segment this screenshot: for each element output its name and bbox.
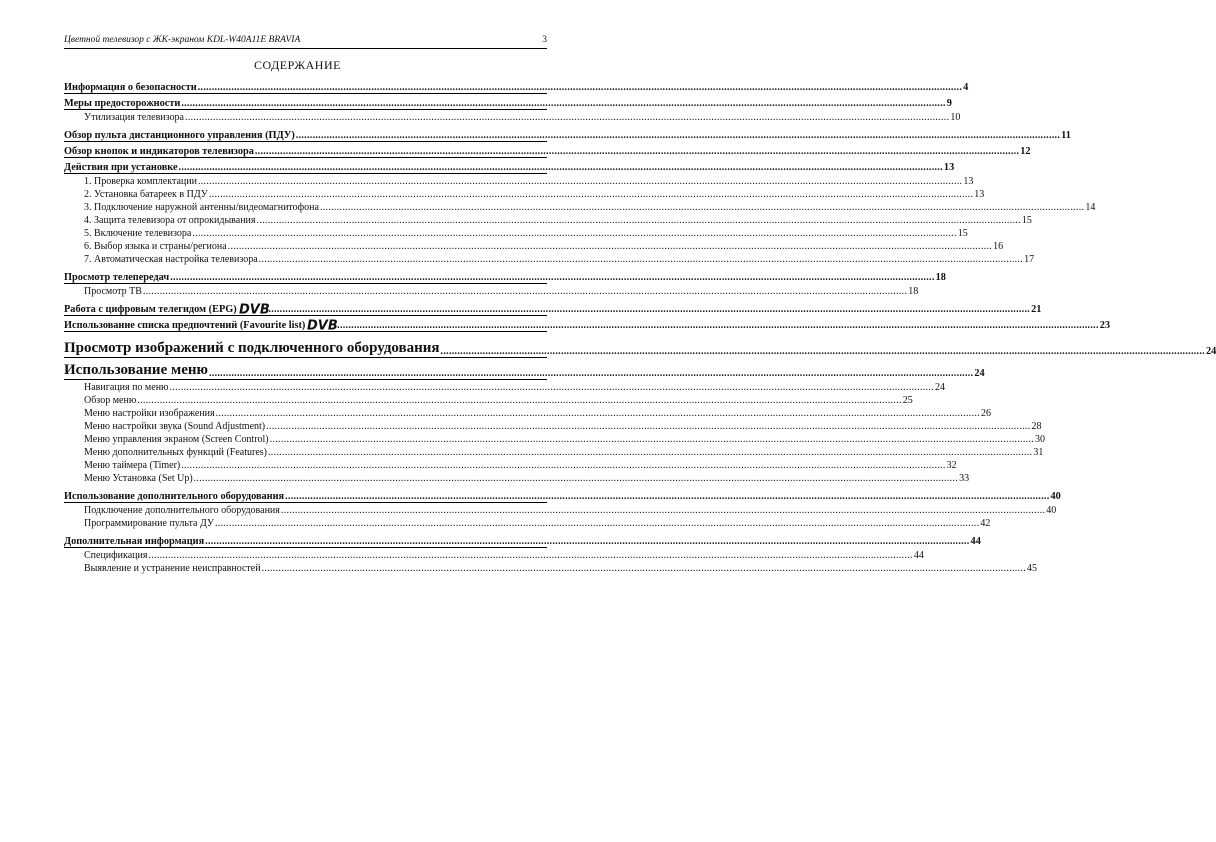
toc-entry-additional-info[interactable] xyxy=(64,532,981,548)
toc-entry-page: 18 xyxy=(935,272,946,283)
toc-entry-page: 12 xyxy=(1020,146,1031,157)
toc-entry-troubleshooting[interactable] xyxy=(64,561,1037,574)
toc-entry-sound-menu[interactable] xyxy=(64,419,1042,432)
toc-entry-page: 42 xyxy=(980,518,991,529)
toc-entry-page: 31 xyxy=(1033,447,1044,458)
toc-entry-install-step-6[interactable] xyxy=(64,239,1004,252)
toc-entry-remote-overview[interactable] xyxy=(64,126,1071,142)
toc-entry-title: Обзор пульта дистанционного управления (ПДУ) xyxy=(64,130,295,141)
toc-entry-features-menu[interactable] xyxy=(64,445,1044,458)
toc-entry-page: 15 xyxy=(957,228,968,239)
toc-entry-installation[interactable] xyxy=(64,158,955,174)
toc-entry-using-menu[interactable] xyxy=(64,358,985,380)
toc-entry-page: 28 xyxy=(1031,421,1042,432)
toc-entry-page: 24 xyxy=(974,368,985,379)
toc-entry-page: 10 xyxy=(950,112,961,123)
toc-entry-title: Меню управления экраном (Screen Control) xyxy=(84,434,269,445)
toc-entry-title: 6. Выбор языка и страны/региона xyxy=(84,241,227,252)
toc-entry-page: 44 xyxy=(913,550,924,561)
toc-entry-page: 30 xyxy=(1035,434,1046,445)
toc-entry-title: Обзор меню xyxy=(84,395,137,406)
toc-entry-install-step-7[interactable] xyxy=(64,252,1035,265)
toc-entry-remote-programming[interactable] xyxy=(64,516,991,529)
toc-entry-tv-view[interactable] xyxy=(64,284,919,297)
toc-entry-page: 9 xyxy=(946,98,952,109)
toc-entry-install-step-1[interactable] xyxy=(64,174,974,187)
toc-entry-title: 5. Включение телевизора xyxy=(84,228,192,239)
toc-entry-title: Обзор кнопок и индикаторов телевизора xyxy=(64,146,254,157)
svg-text:DVB: DVB xyxy=(238,302,270,318)
toc-entry-title: Меню Установка (Set Up) xyxy=(84,473,193,484)
toc-entry-install-step-3[interactable] xyxy=(64,200,1096,213)
header-page-number: 3 xyxy=(542,35,547,45)
toc-entry-screen-menu[interactable] xyxy=(64,432,1046,445)
toc-entry-page: 21 xyxy=(1031,304,1042,315)
toc-entry-picture-menu[interactable] xyxy=(64,406,991,419)
toc-entry-extra-equipment[interactable] xyxy=(64,487,1061,503)
toc-entry-timer-menu[interactable] xyxy=(64,458,957,471)
toc-entry-favourite-list[interactable] xyxy=(64,316,1111,334)
toc-entry-external-images[interactable] xyxy=(64,332,1216,358)
toc-entry-page: 40 xyxy=(1050,491,1061,502)
toc-entry-page: 25 xyxy=(902,395,913,406)
toc-entry-install-step-4[interactable] xyxy=(64,213,1032,226)
toc-entry-title: 3. Подключение наружной антенны/видеомагнитофона xyxy=(84,202,319,213)
toc-entry-title: Использование списка предпочтений (Favourite list) xyxy=(64,320,306,331)
toc-entry-precautions[interactable] xyxy=(64,94,952,110)
toc-entry-title: 2. Установка батареек в ПДУ xyxy=(84,189,208,200)
toc-entry-menu-navigation[interactable] xyxy=(64,380,945,393)
toc-title: СОДЕРЖАНИЕ xyxy=(254,58,341,72)
toc-entry-title: Меню настройки звука (Sound Adjustment) xyxy=(84,421,266,432)
toc-entry-title: 1. Проверка комплектации xyxy=(84,176,197,187)
toc-entry-page: 11 xyxy=(1061,130,1071,141)
toc-entry-page: 13 xyxy=(943,162,955,173)
toc-entry-title: Навигация по меню xyxy=(84,382,169,393)
toc-entry-title: Программирование пульта ДУ xyxy=(84,518,214,529)
toc-entry-setup-menu[interactable] xyxy=(64,471,970,484)
toc-entry-title: Использование меню xyxy=(64,362,208,378)
toc-entry-safety[interactable] xyxy=(64,78,969,94)
toc-entry-page: 16 xyxy=(993,241,1004,252)
toc-entry-title: Меню дополнительных функций (Features) xyxy=(84,447,267,458)
toc-entry-page: 32 xyxy=(946,460,957,471)
toc-entry-page: 4 xyxy=(963,82,969,93)
toc-entry-page: 17 xyxy=(1024,254,1035,265)
svg-text:DVB: DVB xyxy=(307,318,339,334)
page-header xyxy=(64,34,547,49)
toc-entry-page: 18 xyxy=(908,286,919,297)
toc-entry-page: 13 xyxy=(963,176,974,187)
toc-entry-connect-equipment[interactable] xyxy=(64,503,1057,516)
toc-entry-title: Работа с цифровым телегидом (EPG) xyxy=(64,304,237,315)
toc-entry-title: 7. Автоматическая настройка телевизора xyxy=(84,254,258,265)
toc-entry-page: 23 xyxy=(1099,320,1111,331)
toc-entry-title: Меню таймера (Timer) xyxy=(84,460,181,471)
toc-entry-watching-tv[interactable] xyxy=(64,268,946,284)
toc-entry-title: Просмотр изображений с подключенного оборудования xyxy=(64,340,440,356)
toc-entry-buttons-overview[interactable] xyxy=(64,142,1031,158)
toc-entry-page: 13 xyxy=(974,189,985,200)
toc-entry-title: Информация о безопасности xyxy=(64,82,197,93)
toc-entry-title: Использование дополнительного оборудования xyxy=(64,491,285,502)
toc-entry-title: Спецификация xyxy=(84,550,148,561)
toc-entry-page: 15 xyxy=(1021,215,1032,226)
toc-entry-title: Утилизация телевизора xyxy=(84,112,184,123)
toc-entry-title: Выявление и устранение неисправностей xyxy=(84,563,261,574)
toc-entry-page: 45 xyxy=(1027,563,1037,574)
toc-entry-title: Подключение дополнительного оборудования xyxy=(84,505,280,516)
toc-entry-title: Просмотр телепередач xyxy=(64,272,170,283)
toc-entry-disposal[interactable] xyxy=(64,110,961,123)
toc-entry-page: 33 xyxy=(959,473,970,484)
toc-entry-title: Действия при установке xyxy=(64,162,178,173)
toc-entry-page: 24 xyxy=(934,382,945,393)
toc-entry-epg[interactable] xyxy=(64,300,1042,318)
toc-entry-page: 14 xyxy=(1085,202,1096,213)
header-title: Цветной телевизор с ЖК-экраном KDL-W40A11E BRAVIA xyxy=(64,35,301,45)
toc-entry-page: 24 xyxy=(1205,346,1216,357)
toc-entry-title: Просмотр ТВ xyxy=(84,286,142,297)
toc-entry-install-step-2[interactable] xyxy=(64,187,985,200)
toc-entry-install-step-5[interactable] xyxy=(64,226,968,239)
toc-entry-page: 26 xyxy=(981,408,991,419)
table-of-contents xyxy=(64,78,1216,574)
dvb-logo-icon xyxy=(307,318,339,334)
toc-entry-menu-overview[interactable] xyxy=(64,393,913,406)
toc-entry-page: 40 xyxy=(1046,505,1057,516)
toc-entry-page: 44 xyxy=(970,536,981,547)
dvb-logo-icon xyxy=(238,302,270,318)
toc-entry-title: Дополнительная информация xyxy=(64,536,205,547)
toc-entry-title: Меры предосторожности xyxy=(64,98,181,109)
toc-entry-specification[interactable] xyxy=(64,548,924,561)
toc-entry-title: Меню настройки изображения xyxy=(84,408,215,419)
toc-entry-title: 4. Защита телевизора от опрокидывания xyxy=(84,215,256,226)
